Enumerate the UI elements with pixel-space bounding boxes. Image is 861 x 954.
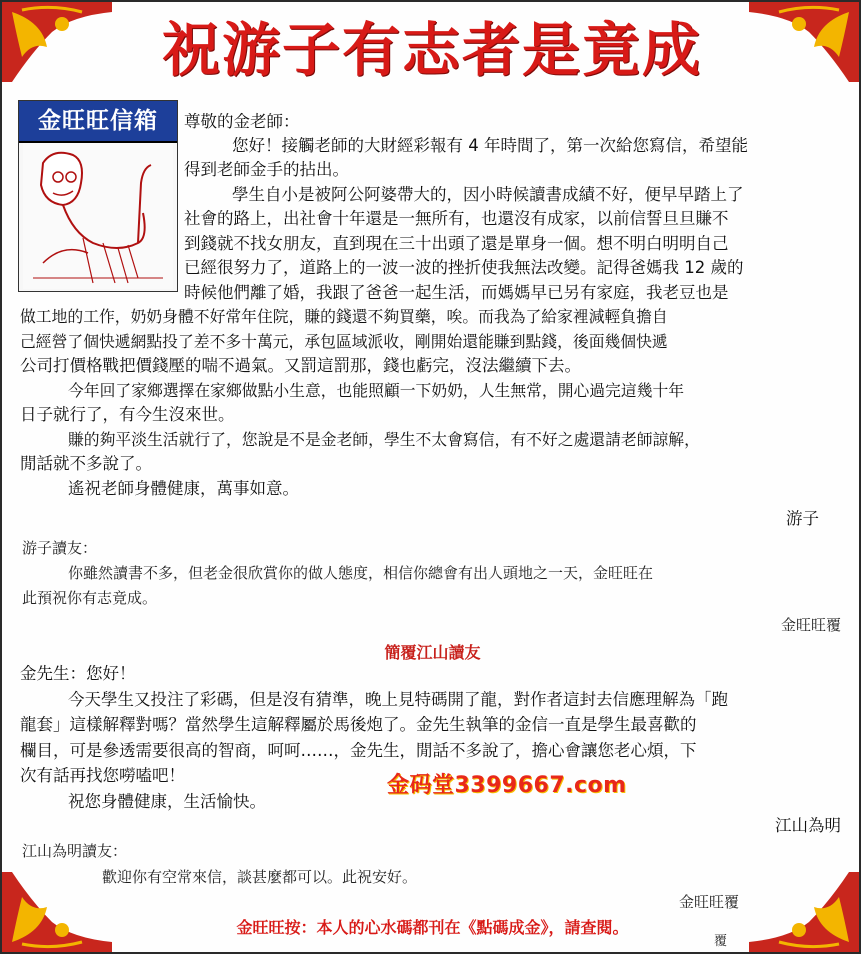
reply-signature: 金旺旺覆 [780, 616, 841, 634]
letter-line: 得到老師金手的拈出。 [184, 160, 349, 179]
corner-ornament-icon [2, 2, 112, 82]
letter-line: 日子就行了，有今生沒來世。 [20, 405, 235, 424]
caricature-illustration [23, 143, 173, 289]
reply-line: 此預祝你有志竟成。 [22, 589, 158, 607]
letter-line: 次有話再找您嘮嗑吧！ [20, 766, 185, 785]
reply-line: 歡迎你有空常來信，談甚麼都可以。此祝安好。 [102, 868, 418, 886]
letter-salutation: 金先生：您好！ [20, 664, 136, 683]
letter-line: 龍套」這樣解釋對嗎？當然學生這解釋屬於馬後炮了。金先生執筆的金信一直是學生最喜歡的 [20, 715, 697, 734]
letter-line: 做工地的工作，奶奶身體不好常年住院，賺的錢還不夠買藥，唉。而我為了給家裡減輕負擔自 [20, 307, 668, 326]
letter-line: 學生自小是被阿公阿婆帶大的，因小時候讀書成績不好，便早早踏上了 [232, 185, 744, 204]
column-badge [18, 100, 178, 292]
column-badge-title: 金旺旺信箱 [19, 101, 177, 143]
letter-line: 賺的夠平淡生活就行了，您說是不是金老師，學生不太會寫信，有不好之處還請老師諒解， [68, 430, 700, 449]
page-headline: 祝游子有志者是竟成 [161, 16, 702, 84]
corner-ornament-icon [2, 872, 112, 952]
reply-salutation: 江山為明讀友： [22, 842, 128, 860]
letter-line: 今年回了家鄉選擇在家鄉做點小生意，也能照顧一下奶奶，人生無常，開心過完這幾十年 [68, 381, 685, 400]
letter-closing: 祝您身體健康，生活愉快。 [68, 792, 266, 811]
letter-closing: 遙祝老師身體健康，萬事如意。 [68, 479, 299, 498]
letter-line: 社會的路上，出社會十年還是一無所有，也還沒有成家，以前信誓旦旦賺不 [184, 209, 729, 228]
letter-line: 您好！接觸老師的大財經彩報有 4 年時間了，第一次給您寫信，希望能 [232, 136, 748, 155]
letter-line: 已經很努力了，道路上的一波一波的挫折使我無法改變。記得爸媽我 12 歲的 [184, 258, 744, 277]
site-watermark: 金码堂3399667.com [387, 773, 627, 798]
letter-line: 閒話就不多說了。 [20, 454, 152, 473]
letter-signature: 江山為明 [775, 816, 841, 835]
section-title: 簡覆江山讀友 [384, 643, 481, 662]
letter-line: 公司打價格戰把價錢壓的喘不過氣。又罰這罰那，錢也虧完，沒法繼續下去。 [20, 356, 581, 375]
reply-signature: 金旺旺覆 [678, 893, 739, 911]
letter-line: 今天學生又投注了彩碼，但是沒有猜準，晚上見特碼開了龍，對作者這封去信應理解為「跑 [68, 690, 728, 709]
letter-line: 己經營了個快遞網點投了差不多十萬元，承包區域派收，剛開始還能賺到點錢，後面幾個快遞 [20, 332, 668, 351]
corner-ornament-icon [749, 872, 859, 952]
footer-tail: 覆 [714, 934, 728, 949]
letter-line: 到錢就不找女朋友，直到現在三十出頭了還是單身一個。想不明白明明自己 [184, 234, 729, 253]
letter-line: 時候他們離了婚，我跟了爸爸一起生活，而媽媽早已另有家庭，我老豆也是 [184, 283, 729, 302]
corner-ornament-icon [749, 2, 859, 82]
reply-line: 你雖然讀書不多，但老金很欣賞你的做人態度，相信你總會有出人頭地之一天，金旺旺在 [68, 564, 654, 582]
reply-salutation: 游子讀友： [22, 539, 98, 557]
letter-signature: 游子 [786, 509, 819, 528]
letter-salutation: 尊敬的金老師： [184, 112, 300, 131]
letter-line: 欄目，可是參透需要很高的智商，呵呵……，金先生，閒話不多說了，擔心會讓您老心煩，下 [20, 741, 697, 760]
footer-note: 金旺旺按：本人的心水碼都刊在《點碼成金》，請查閱。 [236, 918, 629, 937]
